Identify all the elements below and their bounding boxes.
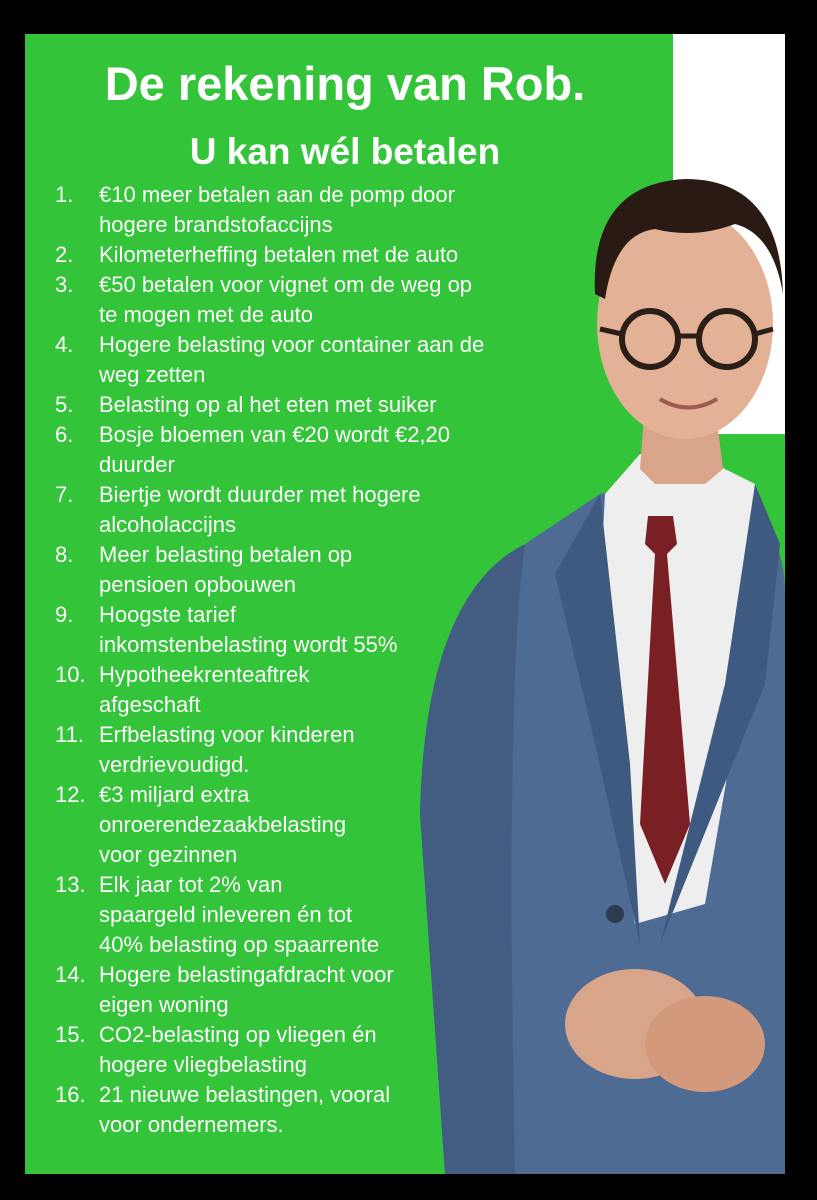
list-item-line: hogere vliegbelasting (99, 1052, 307, 1077)
list-item (55, 1080, 575, 1140)
list-item-number: 8. (55, 542, 74, 567)
list-item-line: onroerendezaakbelasting (99, 812, 347, 837)
list-item (55, 600, 575, 660)
list-item (55, 540, 575, 600)
list-item-number: 7. (55, 482, 74, 507)
list-item-line: eigen woning (99, 992, 229, 1017)
poster-subtitle: U kan wél betalen (189, 131, 501, 172)
poster-title: De rekening van Rob. (104, 57, 586, 110)
list-item-line: Biertje wordt duurder met hogere (99, 482, 421, 507)
list-item (55, 960, 575, 1020)
list-item-number: 2. (55, 242, 74, 267)
list-item-number: 6. (55, 422, 74, 447)
list-item-number: 3. (55, 272, 74, 297)
list-item (55, 180, 575, 240)
list-item-line: Hogere belastingafdracht voor (99, 962, 394, 987)
list-item-line: 21 nieuwe belastingen, vooral (99, 1082, 391, 1107)
list-item (55, 720, 575, 780)
list-item-number: 11. (55, 722, 84, 747)
tax-items-list (55, 180, 575, 1140)
list-item-number: 4. (55, 332, 74, 357)
list-item-line: Meer belasting betalen op (99, 542, 353, 567)
list-item-line: Hogere belasting voor container aan de (99, 332, 485, 357)
list-item-line: Bosje bloemen van €20 wordt €2,20 (99, 422, 451, 447)
list-item-line: te mogen met de auto (99, 302, 314, 327)
list-item-line: €3 miljard extra (99, 782, 250, 807)
list-item (55, 870, 575, 960)
list-item (55, 780, 575, 870)
list-item-line: Hoogste tarief (99, 602, 236, 627)
list-item-line: €10 meer betalen aan de pomp door (99, 182, 455, 207)
list-item (55, 270, 575, 330)
list-item (55, 660, 575, 720)
list-item (55, 420, 575, 480)
list-item (55, 330, 575, 390)
list-item-number: 13. (55, 872, 86, 897)
list-item-line: Elk jaar tot 2% van (99, 872, 283, 897)
list-item-number: 14. (55, 962, 86, 987)
list-item-line: Kilometerheffing betalen met de auto (99, 242, 459, 267)
list-item-line: €50 betalen voor vignet om de weg op (99, 272, 473, 297)
list-item-number: 1. (55, 182, 74, 207)
list-item (55, 480, 575, 540)
list-item-line: 40% belasting op spaarrente (99, 932, 380, 957)
poster (25, 34, 785, 1174)
list-item-line: alcoholaccijns (99, 512, 236, 537)
list-item-line: spaargeld inleveren én tot (99, 902, 353, 927)
list-item-line: voor gezinnen (99, 842, 238, 867)
list-item-line: verdrievoudigd. (99, 752, 250, 777)
list-item-line: CO2-belasting op vliegen én (99, 1022, 377, 1047)
list-item-number: 5. (55, 392, 74, 417)
list-item (55, 390, 575, 420)
list-item (55, 1020, 575, 1080)
list-item (55, 240, 575, 270)
list-item-line: voor ondernemers. (99, 1112, 284, 1137)
list-item-line: Belasting op al het eten met suiker (99, 392, 437, 417)
list-item-line: inkomstenbelasting wordt 55% (99, 632, 398, 657)
list-item-line: hogere brandstofaccijns (99, 212, 333, 237)
list-item-line: Erfbelasting voor kinderen (99, 722, 355, 747)
list-item-number: 10. (55, 662, 86, 687)
list-item-line: pensioen opbouwen (99, 572, 296, 597)
list-item-line: afgeschaft (99, 692, 201, 717)
list-item-number: 16. (55, 1082, 86, 1107)
list-item-number: 15. (55, 1022, 86, 1047)
list-item-line: weg zetten (99, 362, 206, 387)
list-item-line: Hypotheekrenteaftrek (99, 662, 310, 687)
list-item-number: 12. (55, 782, 86, 807)
list-item-number: 9. (55, 602, 74, 627)
list-item-line: duurder (99, 452, 175, 477)
